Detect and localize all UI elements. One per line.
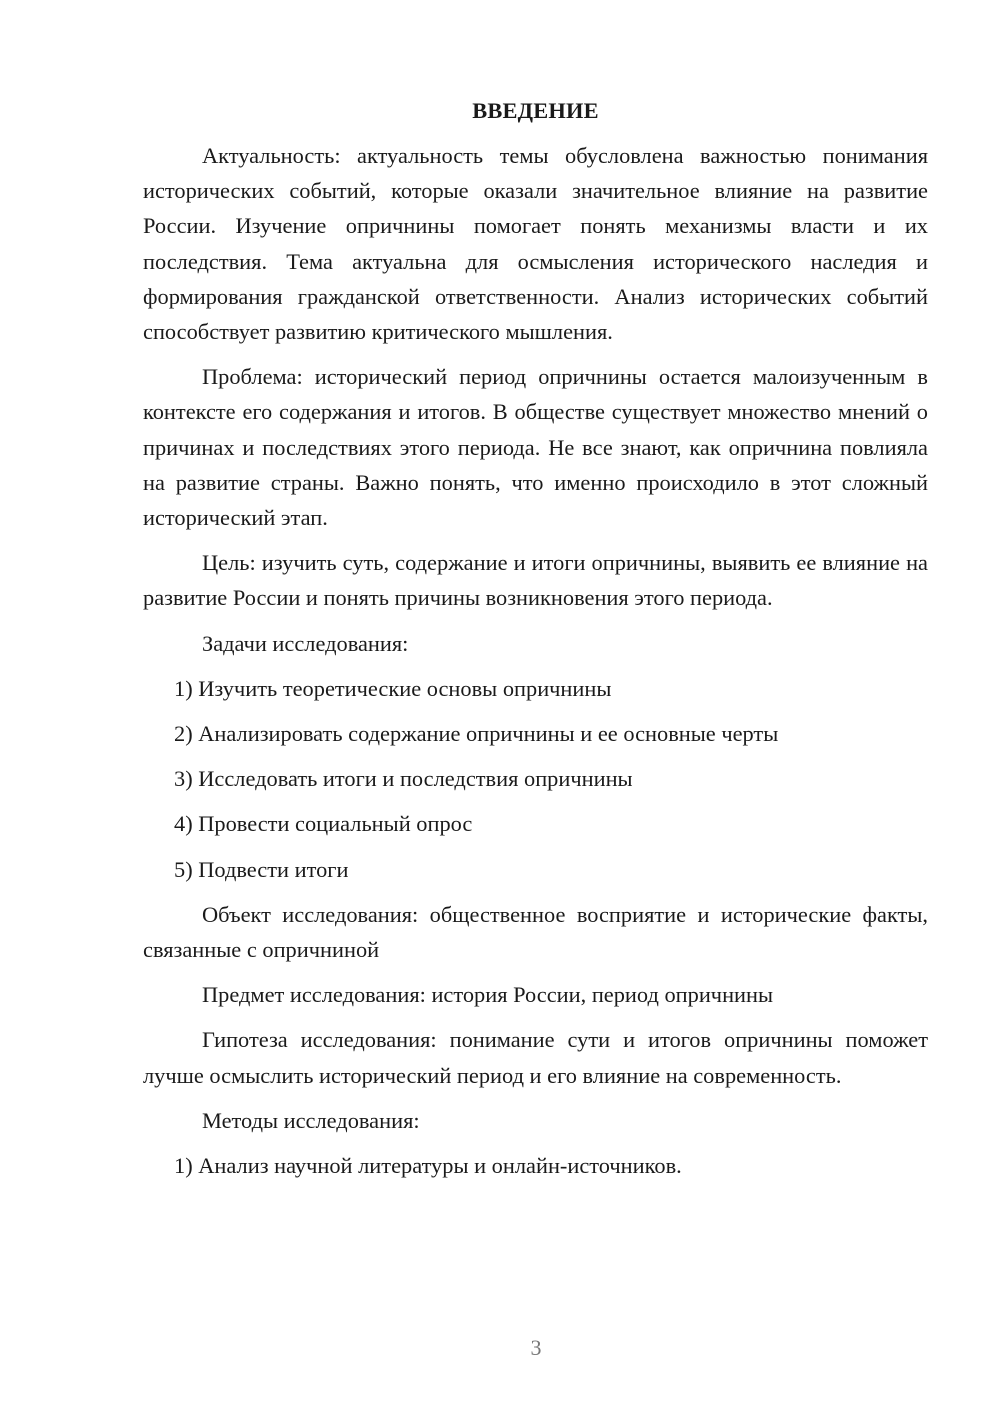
object-paragraph: Объект исследования: общественное восприятие и исторические факты, связанные с опричниной <box>143 901 928 963</box>
task-item-5: 5) Подвести итоги <box>174 856 349 882</box>
subject-paragraph: Предмет исследования: история России, период опричнины <box>202 982 774 1008</box>
hypothesis-paragraph: Гипотеза исследования: понимание сути и итогов опричнины поможет лучше осмыслить исторический период и его влияние на современность. <box>143 1027 928 1088</box>
methods-heading: Методы исследования: <box>202 1107 420 1133</box>
task-item-1: 1) Изучить теоретические основы опричнины <box>174 675 612 701</box>
method-item-1: 1) Анализ научной литературы и онлайн-источников. <box>174 1153 682 1179</box>
tasks-heading: Задачи исследования: <box>202 630 409 656</box>
task-item-3: 3) Исследовать итоги и последствия опричнины <box>174 766 633 792</box>
goal-paragraph: Цель: изучить суть, содержание и итоги опричнины, выявить ее влияние на развитие России и понять причины возникновения этого периода. <box>143 550 928 611</box>
relevance-paragraph: Актуальность: актуальность темы обусловлена важностью понимания исторических событий, которые оказали значительное влияние на развитие России. Изучение опричнины помогает понять механизмы власти и их последствия. Тема актуальна для осмысления исторического наследия и формирования гражданской ответственности. Анализ исторических событий способствует развитию критического мышления. <box>143 143 928 345</box>
task-item-4: 4) Провести социальный опрос <box>174 811 473 837</box>
page-number: 3 <box>530 1335 542 1360</box>
problem-paragraph: Проблема: исторический период опричнины остается малоизученным в контексте его содержания и итогов. В обществе существует множество мнений о причинах и последствиях этого периода. Не все знают, как опричнина повлияла на развитие страны. Важно понять, что именно происходило в этот сложный исторический этап. <box>143 364 928 531</box>
document-body <box>143 96 928 1193</box>
task-item-2: 2) Анализировать содержание опричнины и ее основные черты <box>174 721 779 747</box>
section-title: ВВЕДЕНИЕ <box>472 98 599 123</box>
